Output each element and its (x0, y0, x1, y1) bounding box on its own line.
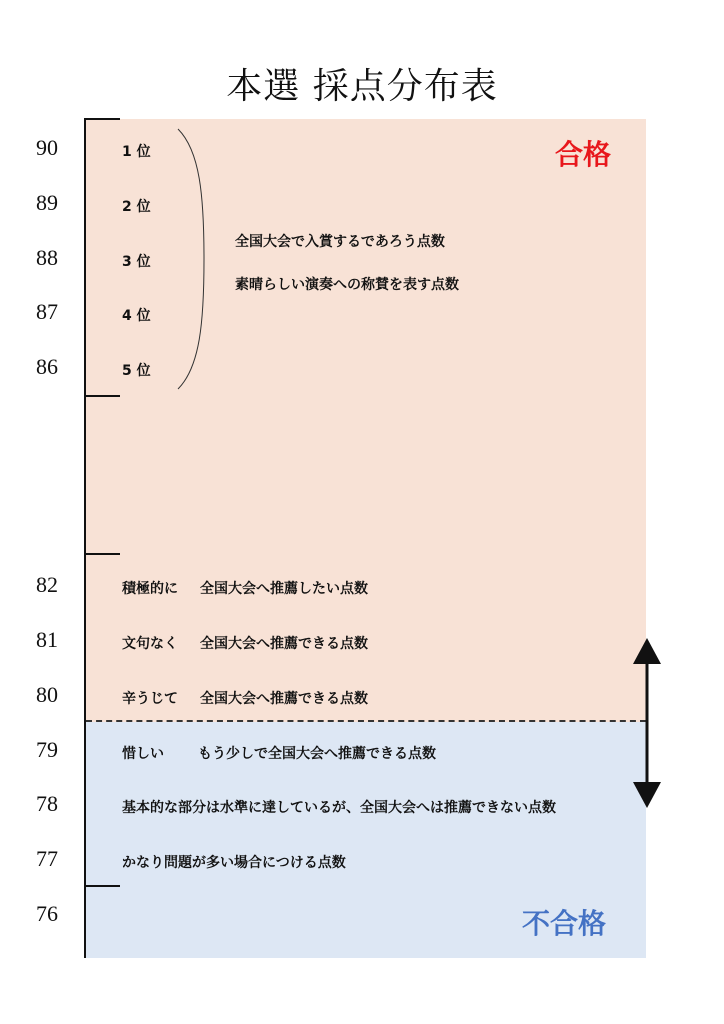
tick-86 (84, 395, 120, 397)
score-77: 77 (36, 846, 58, 871)
score-78: 78 (36, 791, 58, 816)
score-80: 80 (36, 682, 58, 707)
desc-79-prefix: 惜しい (122, 746, 164, 762)
tick-82 (84, 553, 120, 555)
desc-80-prefix: 辛うじて (122, 691, 178, 707)
rank-3: 3 位 (122, 254, 151, 270)
score-82: 82 (36, 572, 58, 597)
desc-81-prefix: 文句なく (122, 636, 178, 652)
score-76: 76 (36, 901, 58, 926)
fail-label: 不合格 (522, 907, 607, 940)
desc-82-prefix: 積極的に (122, 581, 178, 597)
score-86: 86 (36, 354, 58, 379)
desc-80: 全国大会へ推薦できる点数 (200, 691, 368, 707)
score-79: 79 (36, 737, 58, 762)
score-81: 81 (36, 627, 58, 652)
desc-81: 全国大会へ推薦できる点数 (200, 636, 368, 652)
pass-fail-cutoff-line (86, 720, 646, 722)
desc-82: 全国大会へ推薦したい点数 (200, 581, 368, 597)
rank-1: 1 位 (122, 144, 151, 160)
rank-4: 4 位 (122, 308, 151, 324)
tick-77 (84, 885, 120, 887)
desc-78: 基本的な部分は水準に達しているが、全国大会へは推薦できない点数 (122, 800, 556, 816)
score-87: 87 (36, 299, 58, 324)
curly-bracket (170, 126, 210, 392)
pass-label: 合格 (555, 138, 612, 171)
rank-5: 5 位 (122, 363, 151, 379)
rank-2: 2 位 (122, 199, 151, 215)
top-group-description-1: 全国大会で入賞するであろう点数 (235, 234, 445, 250)
score-88: 88 (36, 245, 58, 270)
desc-79: もう少しで全国大会へ推薦できる点数 (198, 746, 436, 762)
page-title: 本選 採点分布表 (226, 66, 498, 107)
double-headed-vertical-arrow-icon (630, 636, 664, 810)
tick-top (84, 118, 120, 120)
top-group-description-2: 素晴らしい演奏への称賛を表す点数 (235, 277, 459, 293)
score-89: 89 (36, 190, 58, 215)
score-90: 90 (36, 135, 58, 160)
desc-77: かなり問題が多い場合につける点数 (122, 855, 346, 871)
score-axis (84, 119, 86, 958)
